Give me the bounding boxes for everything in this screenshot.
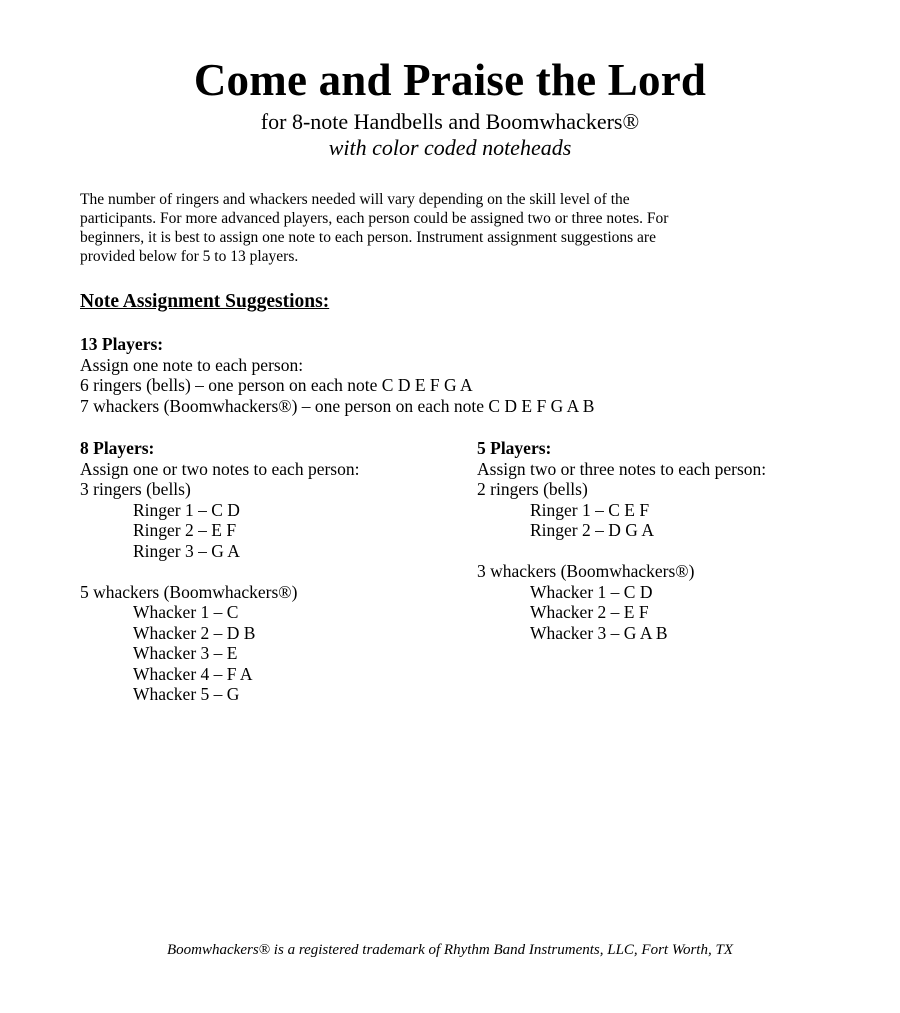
intro-line: provided below for 5 to 13 players. [80,248,299,265]
players-5-ringer: Ringer 1 – C E F [530,499,650,520]
players-13-line: Assign one note to each person: [80,354,304,375]
players-8-heading: 8 Players: [80,438,155,458]
section-heading: Note Assignment Suggestions: [80,291,330,312]
players-8-ringers-label: 3 ringers (bells) [80,479,191,499]
players-13-heading: 13 Players: [80,334,164,354]
players-5-assign: Assign two or three notes to each person: [477,458,767,479]
trademark-footer: Boomwhackers® is a registered trademark of Rhythm Band Instruments, LLC, Fort Worth, TX [167,942,733,958]
players-8-whacker: Whacker 3 – E [133,643,238,663]
players-8-ringer: Ringer 2 – E F [133,520,237,540]
page-subtitle: for 8-note Handbells and Boomwhackers® [260,109,640,134]
players-8-ringer: Ringer 1 – C D [133,499,240,520]
players-5-whackers-label: 3 whackers (Boomwhackers®) [477,561,695,581]
intro-line: beginners, it is best to assign one note to each person. Instrument assignment suggestions are [80,229,656,246]
players-5-whacker: Whacker 3 – G A B [530,622,668,643]
players-13-line: 6 ringers (bells) – one person on each note C D E F G A [80,375,473,395]
players-8-whacker: Whacker 5 – G [133,684,240,704]
players-5-heading: 5 Players: [477,438,552,458]
intro-line: The number of ringers and whackers needed will vary depending on the skill level of the [80,191,630,208]
players-13-line: 7 whackers (Boomwhackers®) – one person on each note C D E F G A B [80,395,595,416]
players-8-whacker: Whacker 1 – C [133,602,239,622]
page-title: Come and Praise the Lord [193,55,707,105]
players-5-section [477,438,766,643]
intro-paragraph [80,190,820,266]
players-8-section [80,438,359,705]
players-5-whacker: Whacker 2 – E F [530,602,649,622]
players-5-whacker: Whacker 1 – C D [530,581,653,602]
players-8-whacker: Whacker 4 – F A [133,663,253,684]
players-8-whacker: Whacker 2 – D B [133,622,256,643]
intro-line: participants. For more advanced players, each person could be assigned two or three notes. For [80,210,669,227]
players-5-ringer: Ringer 2 – D G A [530,520,654,540]
players-8-assign: Assign one or two notes to each person: [80,458,360,479]
page-subtitle-italic: with color coded noteheads [328,135,572,160]
players-8-whackers-label: 5 whackers (Boomwhackers®) [80,581,298,602]
players-8-ringer: Ringer 3 – G A [133,540,240,561]
players-13-section [80,334,594,416]
players-5-ringers-label: 2 ringers (bells) [477,479,588,499]
